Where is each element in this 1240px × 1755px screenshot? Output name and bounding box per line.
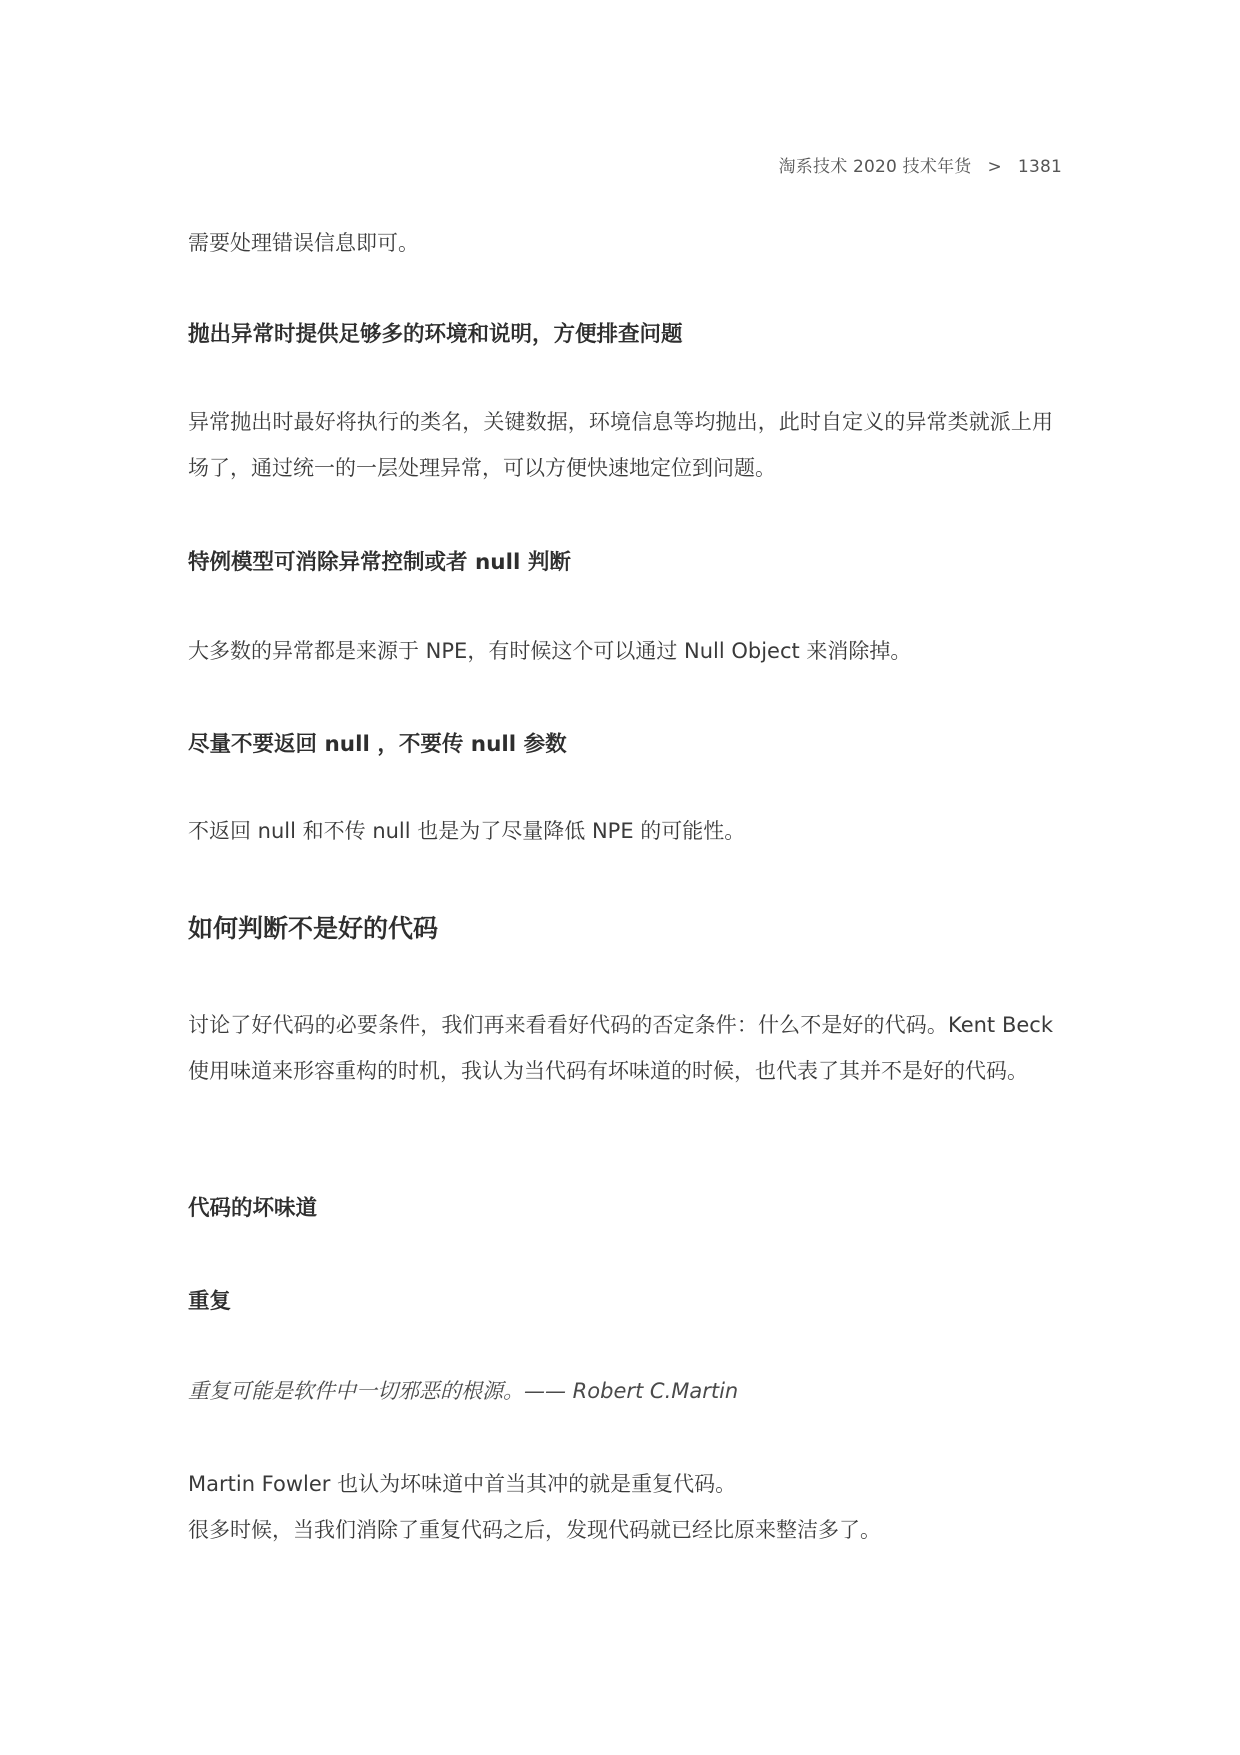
paragraph-cleaner-code: 很多时候，当我们消除了重复代码之后，发现代码就已经比原来整洁多了。 <box>188 1518 881 1542</box>
page-number: 1381 <box>1017 157 1062 177</box>
paragraph-handle-error: 需要处理错误信息即可。 <box>188 231 419 255</box>
running-header-separator: > <box>987 157 1002 177</box>
running-header <box>779 152 1062 177</box>
quote-robert-martin: 重复可能是软件中一切邪恶的根源。—— Robert C.Martin <box>188 1379 739 1403</box>
paragraph-bad-code-intro: 讨论了好代码的必要条件，我们再来看看好代码的否定条件：什么不是好的代码。Kent Beck 使用味道来形容重构的时机，我认为当代码有坏味道的时候，也代表了其并不是好的代码。 <box>188 1013 1053 1083</box>
heading-no-null: 尽量不要返回 null ，不要传 null 参数 <box>188 732 567 757</box>
paragraph-martin-fowler: Martin Fowler 也认为坏味道中首当其冲的就是重复代码。 <box>188 1472 737 1496</box>
running-header-title: 淘系技术 2020 技术年货 <box>778 157 972 177</box>
heading-code-smell: 代码的坏味道 <box>188 1196 318 1221</box>
paragraph-npe-source: 大多数的异常都是来源于 NPE，有时候这个可以通过 Null Object 来消除掉。 <box>188 639 912 663</box>
paragraph-throw-info: 异常抛出时最好将执行的类名，关键数据，环境信息等均抛出，此时自定义的异常类就派上用场了，通过统一的一层处理异常，可以方便快速地定位到问题。 <box>188 410 1053 480</box>
heading-throw-context: 抛出异常时提供足够多的环境和说明，方便排查问题 <box>188 322 683 347</box>
heading-special-case: 特例模型可消除异常控制或者 null 判断 <box>188 550 571 575</box>
paragraph-no-null: 不返回 null 和不传 null 也是为了尽量降低 NPE 的可能性。 <box>188 819 746 843</box>
heading-bad-code: 如何判断不是好的代码 <box>188 914 439 943</box>
heading-duplication: 重复 <box>188 1289 232 1314</box>
